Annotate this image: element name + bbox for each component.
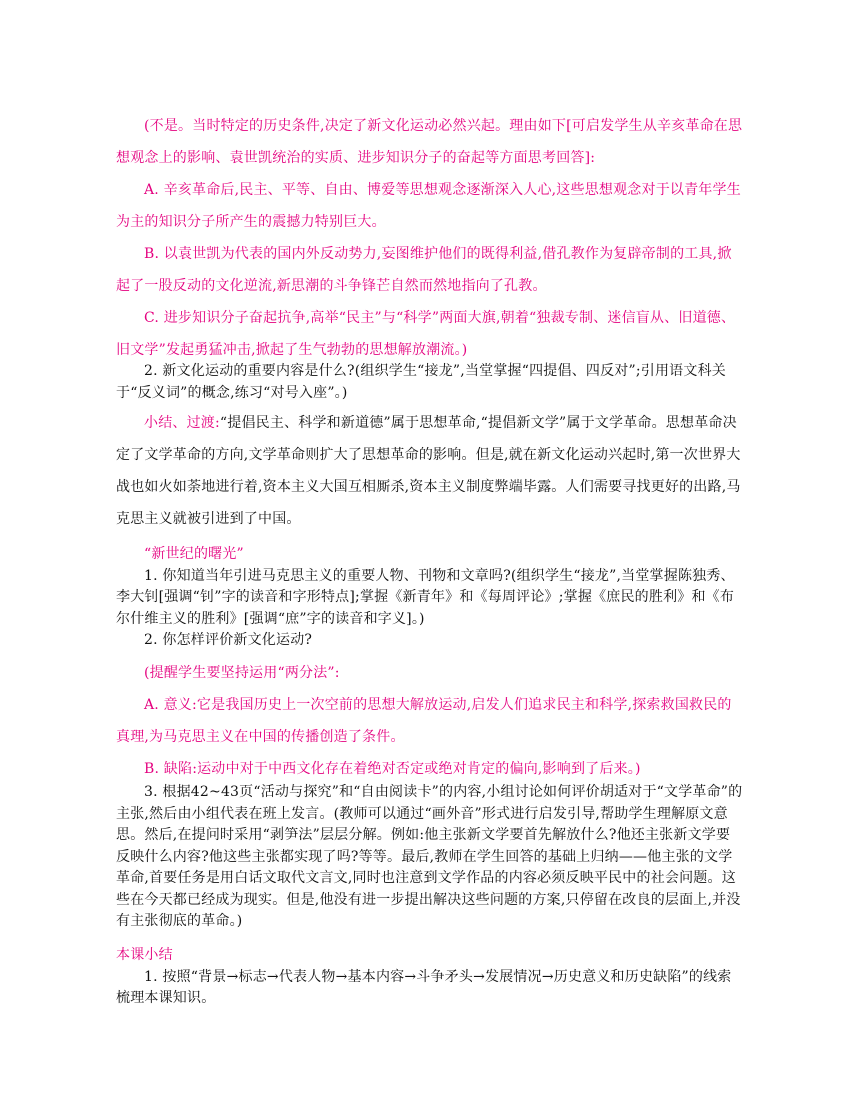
section-lesson-summary: [116, 945, 744, 1010]
heading-new-century: “新世纪的曙光”: [144, 546, 244, 562]
paragraph-question-evaluate: 2. 你怎样评价新文化运动?: [144, 632, 313, 648]
paragraph-significance: A. 意义:它是我国历史上一次空前的思想大解放运动,启发人们追求民主和科学,探索救国救民的真理,为马克思主义在中国的传播创造了条件。: [116, 697, 732, 745]
section-two-sides: [116, 657, 744, 785]
paragraph-question-important-figures: 1. 你知道当年引进马克思主义的重要人物、刊物和文章吗?(组织学生“接龙”,当堂掌握陈独秀、李大钊[强调“钊”字的读音和字形特点];掌握《新青年》和《每周评论》;掌握《庶民的胜利》和《布尔什维主义的胜利》[强调“庶”字的读音和字义]。): [116, 567, 735, 627]
paragraph-defects: B. 缺陷:运动中对于中西文化存在着绝对否定或绝对肯定的偏向,影响到了后来。): [144, 761, 641, 777]
heading-lesson-summary: 本课小结: [116, 947, 173, 963]
section-reason: [116, 110, 744, 366]
paragraph-reason-intro: (不是。当时特定的历史条件,决定了新文化运动必然兴起。理由如下[可启发学生从辛亥革命在思想观念上的影响、袁世凯统治的实质、进步知识分子的奋起等方面思考回答]:: [116, 118, 743, 166]
paragraph-question-2: 2. 新文化运动的重要内容是什么?(组织学生“接龙”,当堂掌握“四提倡、四反对”;引用语文科关于“反义词”的概念,练习“对号入座”。): [116, 363, 726, 401]
section-question-3: [116, 782, 744, 933]
section-question-2: [116, 361, 744, 404]
section-summary-transition: [116, 407, 744, 535]
paragraph-summary-transition: [116, 407, 744, 535]
paragraph-reason-b: B. 以袁世凯为代表的国内外反动势力,妄图维护他们的既得利益,借孔教作为复辟帝制的工具,掀起了一股反动的文化逆流,新思潮的斗争锋芒自然而然地指向了孔教。: [116, 246, 732, 294]
section-new-century: [116, 544, 744, 652]
paragraph-question-3: 3. 根据42~43页“活动与探究”和“自由阅读卡”的内容,小组讨论如何评价胡适对于“文学革命”的主张,然后由小组代表在班上发言。(教师可以通过“画外音”形式进行启发引导,帮助学生理解原文意思。然后,在提问时采用“剥笋法”层层分解。例如:他主张新文学要首先解放什么?他还主张新文学要反映什么内容?他这些主张都实现了吗?等等。最后,教师在学生回答的基础上归纳——他主张的文学革命,首要任务是用白话文取代文言文,同时也注意到文学作品的内容必须反映平民中的社会问题。这些在今天都已经成为现实。但是,他没有进一步提出解决这些问题的方案,只停留在改良的层面上,并没有主张彻底的革命。): [116, 784, 743, 929]
paragraph-reason-a: A. 辛亥革命后,民主、平等、自由、博爱等思想观念逐渐深入人心,这些思想观念对于以青年学生为主的知识分子所产生的震撼力特别巨大。: [116, 182, 741, 230]
summary-transition-label: 小结、过渡:: [144, 415, 220, 431]
paragraph-reason-c: C. 进步知识分子奋起抗争,高举“民主”与“科学”两面大旗,朝着“独裁专制、迷信盲从、旧道德、旧文学”发起勇猛冲击,掀起了生气勃勃的思想解放潮流。): [116, 310, 736, 358]
summary-transition-text: “提倡民主、科学和新道德”属于思想革命,“提倡新文学”属于文学革命。思想革命决定了文学革命的方向,文学革命则扩大了思想革命的影响。但是,就在新文化运动兴起时,第一次世界大战也如火如荼地进行着,资本主义大国互相厮杀,资本主义制度弊端毕露。人们需要寻找更好的出路,马克思主义就被引进到了中国。: [116, 415, 741, 527]
paragraph-lesson-summary: 1. 按照“背景→标志→代表人物→基本内容→斗争矛头→发展情况→历史意义和历史缺陷”的线索梳理本课知识。: [116, 968, 732, 1006]
paragraph-two-sides-intro: (提醒学生要坚持运用“两分法”:: [144, 665, 340, 681]
